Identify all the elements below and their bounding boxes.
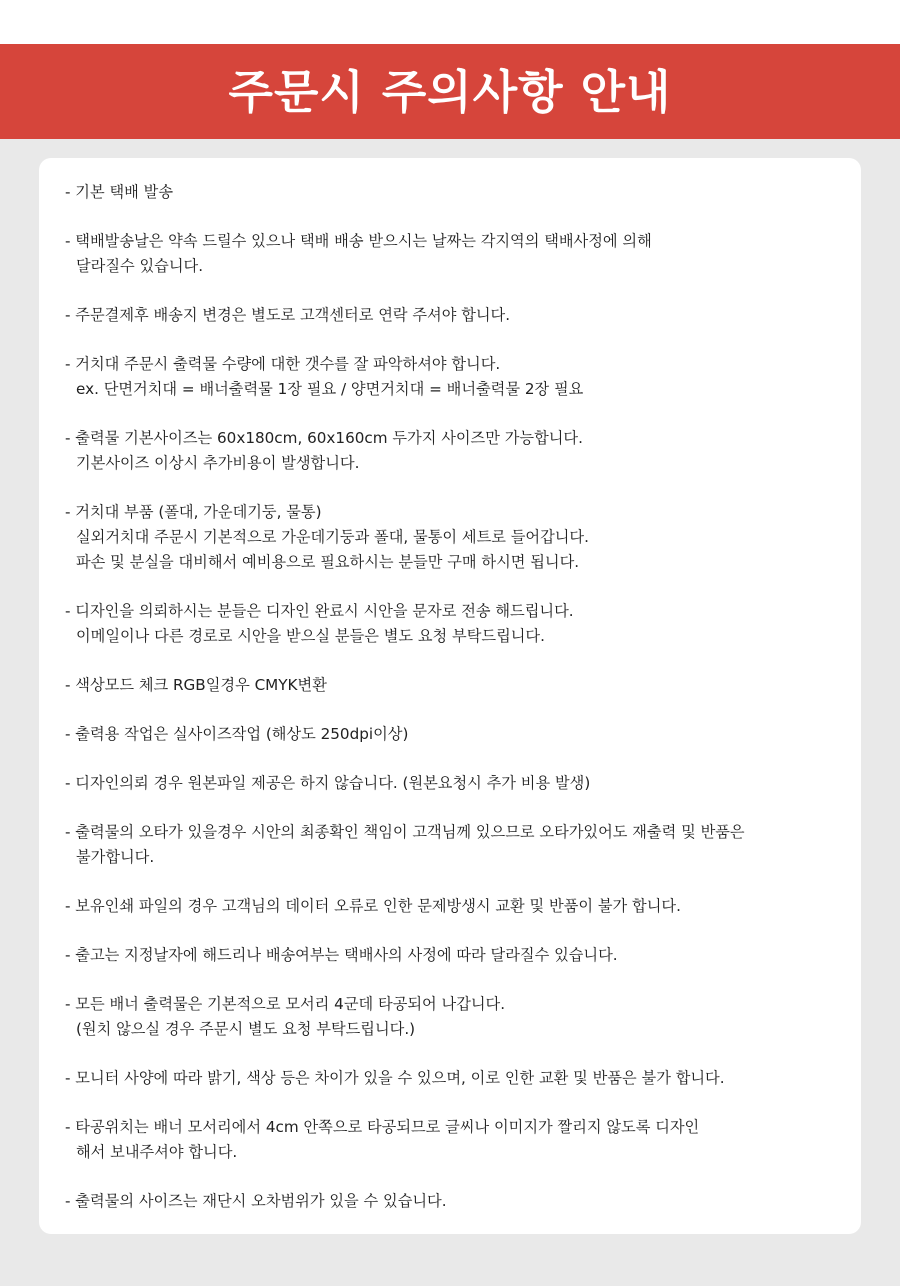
title-banner (0, 44, 900, 139)
notice-item-continuation: 기본사이즈 이상시 추가비용이 발생합니다. (76, 454, 360, 472)
notice-item-text: - 출력용 작업은 실사이즈작업 (해상도 250dpi이상) (65, 725, 409, 743)
notice-item (65, 426, 845, 476)
notice-item-text: - 출력물의 오타가 있을경우 시안의 최종확인 책임이 고객님께 있으므로 오타가있어도 재출력 및 반품은 (65, 823, 745, 841)
notice-item (65, 722, 845, 747)
notice-item-continuation: 해서 보내주셔야 합니다. (76, 1143, 238, 1161)
notice-item-continuation: 파손 및 분실을 대비해서 예비용으로 필요하시는 분들만 구매 하시면 됩니다. (76, 553, 580, 571)
notice-item (65, 303, 845, 328)
notice-item (65, 820, 845, 870)
notice-item-text: - 색상모드 체크 RGB일경우 CMYK변환 (65, 676, 327, 694)
notice-item (65, 599, 845, 649)
notice-item-text: - 보유인쇄 파일의 경우 고객님의 데이터 오류로 인한 문제방생시 교환 및 반품이 불가 합니다. (65, 897, 681, 915)
notice-item (65, 352, 845, 402)
notice-item-continuation: (원치 않으실 경우 주문시 별도 요청 부탁드립니다.) (76, 1020, 416, 1038)
notice-item (65, 180, 845, 205)
top-strip (0, 0, 900, 44)
notice-item (65, 1066, 845, 1091)
notice-item-text: - 모니터 사양에 따라 밝기, 색상 등은 차이가 있을 수 있으며, 이로 인한 교환 및 반품은 불가 합니다. (65, 1069, 725, 1087)
notice-item (65, 992, 845, 1042)
notice-item (65, 673, 845, 698)
notice-item-text: - 거치대 부품 (폴대, 가운데기둥, 물통) (65, 503, 322, 521)
notice-item-text: - 출력물 기본사이즈는 60x180cm, 60x160cm 두가지 사이즈만 가능합니다. (65, 429, 583, 447)
page-title: 주문시 주의사항 안내 (228, 64, 672, 119)
notice-item (65, 229, 845, 279)
notice-item-text: - 택배발송날은 약속 드릴수 있으나 택배 배송 받으시는 날짜는 각지역의 택배사정에 의해 (65, 232, 652, 250)
notice-item-text: - 거치대 주문시 출력물 수량에 대한 갯수를 잘 파악하셔야 합니다. (65, 355, 501, 373)
notice-item (65, 894, 845, 919)
notice-item-text: - 디자인의뢰 경우 원본파일 제공은 하지 않습니다. (원본요청시 추가 비용 발생) (65, 774, 591, 792)
notice-item-text: - 출력물의 사이즈는 재단시 오차범위가 있을 수 있습니다. (65, 1192, 447, 1210)
notice-item (65, 1189, 845, 1214)
notice-item-continuation: 달라질수 있습니다. (76, 257, 204, 275)
notice-item-text: - 디자인을 의뢰하시는 분들은 디자인 완료시 시안을 문자로 전송 해드립니다. (65, 602, 574, 620)
notice-item-text: - 타공위치는 배너 모서리에서 4cm 안쪽으로 타공되므로 글씨나 이미지가 짤리지 않도록 디자인 (65, 1118, 700, 1136)
notice-list (65, 180, 845, 1238)
notice-item-continuation: 이메일이나 다른 경로로 시안을 받으실 분들은 별도 요청 부탁드립니다. (76, 627, 545, 645)
notice-item (65, 771, 845, 796)
notice-item-continuation: 불가합니다. (76, 848, 155, 866)
notice-item-continuation: 실외거치대 주문시 기본적으로 가운데기둥과 폴대, 물통이 세트로 들어갑니다. (76, 528, 589, 546)
notice-item (65, 500, 845, 575)
notice-item-text: - 출고는 지정날자에 해드리나 배송여부는 택배사의 사정에 따라 달라질수 있습니다. (65, 946, 618, 964)
notice-item (65, 943, 845, 968)
notice-item-continuation: ex. 단면거치대 = 배너출력물 1장 필요 / 양면거치대 = 배너출력물 2장 필요 (76, 380, 584, 398)
notice-card (39, 158, 861, 1234)
notice-item-text: - 주문결제후 배송지 변경은 별도로 고객센터로 연락 주셔야 합니다. (65, 306, 511, 324)
notice-item (65, 1115, 845, 1165)
notice-item-text: - 모든 배너 출력물은 기본적으로 모서리 4군데 타공되어 나갑니다. (65, 995, 506, 1013)
notice-item-text: - 기본 택배 발송 (65, 183, 173, 201)
